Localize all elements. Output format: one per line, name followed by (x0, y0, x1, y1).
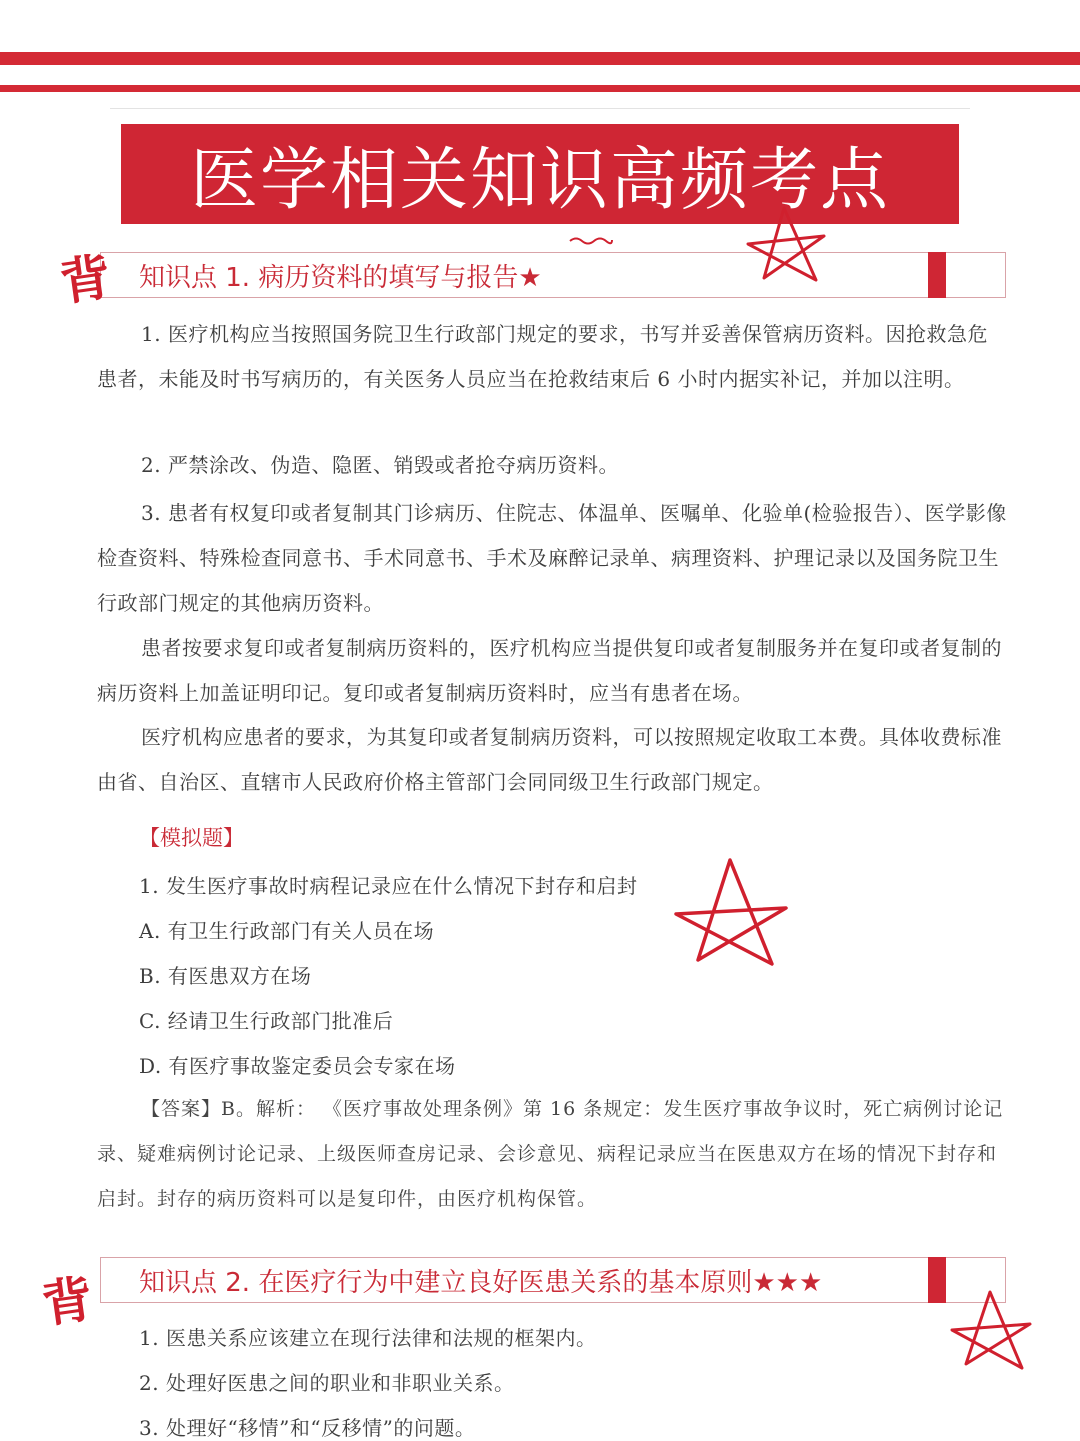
scribble-mark (568, 234, 614, 248)
section-2-item-1: 1. 医患关系应该建立在现行法律和法规的框架内。 (139, 1326, 597, 1350)
second-red-stripe (0, 85, 1080, 92)
section-2-title: 知识点 2. 在医疗行为中建立良好医患关系的基本原则★★★ (139, 1268, 823, 1298)
option-c: C. 经请卫生行政部门批准后 (139, 1009, 394, 1033)
header-rule (110, 108, 970, 109)
option-b: B. 有医患双方在场 (139, 964, 312, 988)
mock-question: 1. 发生医疗事故时病程记录应在什么情况下封存和启封 (139, 874, 638, 898)
option-a: A. 有卫生行政部门有关人员在场 (139, 919, 435, 943)
section-2-item-2: 2. 处理好医患之间的职业和非职业关系。 (139, 1371, 515, 1395)
hand-drawn-star-icon (742, 200, 832, 290)
section-2-item-3: 3. 处理好“移情”和“反移情”的问题。 (139, 1416, 476, 1440)
mock-question-label: 【模拟题】 (139, 826, 244, 850)
section-1-paragraph-2: 2. 严禁涂改、伪造、隐匿、销毁或者抢夺病历资料。 (141, 453, 619, 477)
page-title: 医学相关知识高频考点 (189, 140, 890, 220)
section-1-paragraph-5: 医疗机构应患者的要求，为其复印或者复制病历资料，可以按照规定收取工本费。具体收费标准由省、自治区、直辖市人民政府价格主管部门会同同级卫生行政部门规定。 (97, 725, 1002, 794)
hand-drawn-star-icon (668, 852, 793, 970)
section-1-title: 知识点 1. 病历资料的填写与报告★ (139, 263, 542, 293)
option-d: D. 有医疗事故鉴定委员会专家在场 (139, 1054, 456, 1078)
answer-explanation: 【答案】B。解析： 《医疗事故处理条例》第 16 条规定：发生医疗事故争议时，死亡病例讨论记录、疑难病例讨论记录、上级医师查房记录、会诊意见、病程记录应当在医患双方在场的情况下封存和启封。封存的病历资料可以是复印件，由医疗机构保管。 (97, 1098, 1004, 1210)
page-title-banner (121, 124, 959, 224)
top-red-stripe (0, 52, 1080, 65)
section-1-paragraph-1: 1. 医疗机构应当按照国务院卫生行政部门规定的要求，书写并妥善保管病历资料。因抢救急危患者，未能及时书写病历的，有关医务人员应当在抢救结束后 6 小时内据实补记，并加以注明。 (97, 322, 988, 391)
bei-handwritten-mark-2: 背 (38, 1269, 97, 1335)
header-accent-block (928, 1257, 946, 1303)
header-end-box (946, 252, 1006, 298)
bei-handwritten-mark-1: 背 (56, 247, 115, 313)
section-1-header (100, 252, 1006, 298)
hand-drawn-star-icon (946, 1286, 1036, 1372)
header-accent-block (928, 252, 946, 298)
section-1-paragraph-3: 3. 患者有权复印或者复制其门诊病历、住院志、体温单、医嘱单、化验单(检验报告）、医学影像检查资料、特殊检查同意书、手术同意书、手术及麻醉记录单、病理资料、护理记录以及国务院卫生行政部门规定的其他病历资料。 (97, 501, 1007, 615)
section-2-header (100, 1257, 1006, 1303)
section-1-paragraph-4: 患者按要求复印或者复制病历资料的，医疗机构应当提供复印或者复制服务并在复印或者复制的病历资料上加盖证明印记。复印或者复制病历资料时，应当有患者在场。 (97, 636, 1002, 705)
